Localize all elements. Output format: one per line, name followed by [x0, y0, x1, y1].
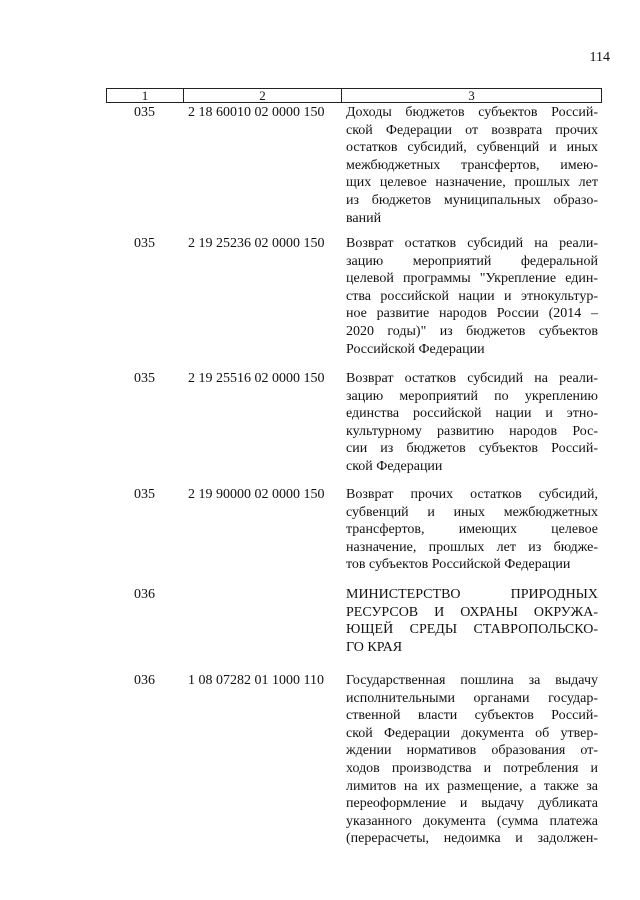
- description-line: субвенций и иных межбюджетных: [346, 504, 598, 520]
- description-line: Государственная пошлина за выдачу: [346, 673, 598, 688]
- description-line: целевой программы "Укрепление един-: [346, 271, 598, 287]
- budget-classification-code: 2 19 90000 02 0000 150: [188, 487, 325, 502]
- description-line: из бюджетов муниципальных образо-: [346, 192, 598, 208]
- description-line: культурному развитию народов Рос-: [346, 423, 598, 439]
- description-line: ное развитие народов России (2014 –: [346, 306, 598, 322]
- description-line: зацию мероприятий федеральной: [346, 253, 598, 269]
- description: [346, 672, 598, 848]
- description-line: ской Федерации документа об утвер-: [346, 725, 598, 741]
- description-line: ждении нормативов образования от-: [346, 743, 598, 759]
- description-line: ства российской нации и этнокультур-: [346, 288, 598, 304]
- budget-classification-code: 2 19 25236 02 0000 150: [188, 236, 325, 251]
- budget-classification-code: 1 08 07282 01 1000 110: [188, 673, 324, 688]
- description-line: ской Федерации: [346, 458, 443, 474]
- description-line: щих целевое назначение, прошлых лет: [346, 175, 598, 191]
- ministry-heading: [346, 586, 598, 656]
- page-number: 114: [589, 50, 610, 65]
- budget-classification-code: 2 18 60010 02 0000 150: [188, 105, 325, 120]
- description-line: (перерасчеты, недоимка и задолжен-: [346, 831, 598, 847]
- description-line: Доходы бюджетов субъектов Россий-: [346, 105, 598, 120]
- budget-classification-code: 2 19 25516 02 0000 150: [188, 371, 325, 386]
- description-line: 2020 годы)" из бюджетов субъектов: [346, 323, 598, 339]
- description-line: ственной власти субъектов Россий-: [346, 708, 598, 724]
- description-line: назначение, прошлых лет из бюдже-: [346, 539, 598, 555]
- description-line: ваний: [346, 210, 382, 226]
- description-line: единства российской нации и этно-: [346, 406, 598, 422]
- header-col-2: 2: [184, 89, 342, 102]
- description-line: Возврат прочих остатков субсидий,: [346, 487, 598, 502]
- description-line: ЮЩЕЙ СРЕДЫ СТАВРОПОЛЬСКО-: [346, 622, 598, 638]
- description-line: РЕСУРСОВ И ОХРАНЫ ОКРУЖА-: [346, 604, 598, 620]
- description-line: зацию мероприятий по укреплению: [346, 388, 598, 404]
- description: [346, 486, 598, 574]
- description-line: ходов производства и потребления и: [346, 760, 598, 776]
- admin-code: 035: [134, 236, 155, 251]
- description-line: остатков субсидий, субвенций и иных: [346, 140, 598, 156]
- description-line: указанного документа (сумма платежа: [346, 813, 598, 829]
- description-line: межбюджетных трансфертов, имею-: [346, 157, 598, 173]
- description-line: Возврат остатков субсидий на реали-: [346, 236, 598, 251]
- admin-code: 036: [134, 587, 155, 602]
- admin-code: 036: [134, 673, 155, 688]
- description: [346, 370, 598, 476]
- admin-code: 035: [134, 105, 155, 120]
- description-line: ГО КРАЯ: [346, 639, 403, 655]
- description-line: сии из бюджетов субъектов Россий-: [346, 441, 598, 457]
- header-col-1: 1: [107, 89, 184, 102]
- description-line: Российской Федерации: [346, 341, 485, 357]
- description-line: МИНИСТЕРСТВО ПРИРОДНЫХ: [346, 587, 598, 602]
- admin-code: 035: [134, 371, 155, 386]
- table-header-row: [106, 88, 602, 103]
- description: [346, 235, 598, 358]
- description-line: тов субъектов Российской Федерации: [346, 557, 571, 573]
- description-line: ской Федерации от возврата прочих: [346, 122, 598, 138]
- description-line: трансфертов, имеющих целевое: [346, 522, 598, 538]
- description-line: Возврат остатков субсидий на реали-: [346, 371, 598, 386]
- header-col-3: 3: [468, 88, 475, 103]
- description-line: исполнительными органами государ-: [346, 690, 598, 706]
- admin-code: 035: [134, 487, 155, 502]
- description-line: лимитов на их размещение, а также за: [346, 778, 598, 794]
- description-line: переоформление и выдачу дубликата: [346, 796, 598, 812]
- description: [346, 104, 598, 227]
